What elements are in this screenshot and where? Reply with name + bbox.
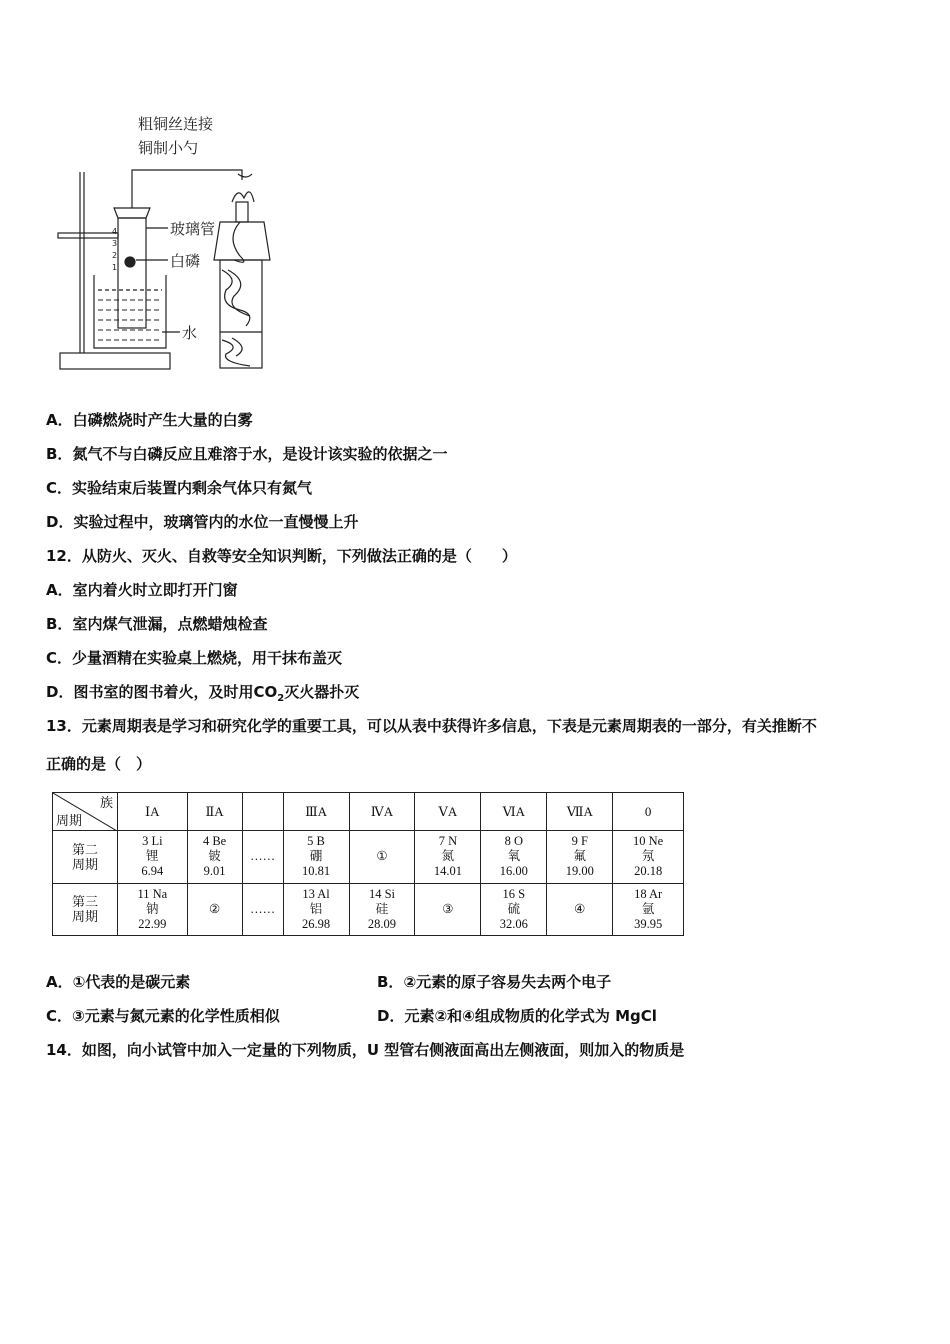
q13-option-a: A．①代表的是碳元素 (46, 973, 191, 991)
scale-mark-2: 2 (112, 251, 118, 260)
q11-option-a: A．白磷燃烧时产生大量的白雾 (46, 411, 253, 429)
group-header: ⅢA (283, 793, 349, 831)
label-glass-tube: 玻璃管 (170, 220, 216, 238)
q12-option-b: B．室内煤气泄漏，点燃蜡烛检查 (46, 615, 268, 633)
element-cell: 16 S 硫 32.06 (481, 883, 547, 935)
element-cell: 5 B 硼 10.81 (283, 831, 349, 883)
q12-option-d: D．图书室的图书着火，及时用$CO_2$灭火器扑灭 (46, 683, 360, 704)
group-header: ⅣA (349, 793, 415, 831)
scale-mark-3: 3 (112, 239, 118, 248)
unknown-element-3: ③ (415, 883, 481, 935)
group-header: ⅥA (481, 793, 547, 831)
ellipsis-cell: …… (242, 831, 283, 883)
scale-mark-1: 1 (112, 263, 118, 272)
scale-mark-4: 4 (112, 227, 118, 236)
group-header: 0 (613, 793, 684, 831)
period-3-label: 第三 周期 (53, 883, 118, 935)
q13-stem-line2: 正确的是（ ） (46, 755, 152, 773)
label-wire-line2: 铜制小勺 (138, 139, 199, 157)
q12-option-c: C．少量酒精在实验桌上燃烧，用干抹布盖灭 (46, 649, 343, 667)
period-3-row (53, 883, 684, 935)
q11-option-d: D．实验过程中，玻璃管内的水位一直慢慢上升 (46, 513, 359, 531)
element-cell: 4 Be 铍 9.01 (187, 831, 242, 883)
element-cell: 7 N 氮 14.01 (415, 831, 481, 883)
table-header-row (53, 793, 684, 831)
element-cell: 11 Na 钠 22.99 (118, 883, 188, 935)
q13-stem-line1: 13．元素周期表是学习和研究化学的重要工具，可以从表中获得许多信息，下表是元素周期表的一部分，有关推断不 (46, 717, 817, 735)
label-wire-line1: 粗铜丝连接 (138, 115, 214, 133)
group-header: ⅡA (187, 793, 242, 831)
q13-option-d: D．元素②和④组成物质的化学式为 MgCl (377, 1007, 657, 1025)
element-cell: 8 O 氧 16.00 (481, 831, 547, 883)
ellipsis-cell: …… (242, 883, 283, 935)
element-cell: 13 Al 铝 26.98 (283, 883, 349, 935)
element-cell: 9 F 氟 19.00 (547, 831, 613, 883)
table-corner-cell (53, 793, 118, 831)
co2-formula: $CO_2$ (253, 683, 285, 704)
q13-option-b: B．②元素的原子容易失去两个电子 (377, 973, 612, 991)
apparatus-figure (50, 110, 290, 380)
label-white-phosphorus: 白磷 (170, 252, 201, 270)
group-header: ⅦA (547, 793, 613, 831)
unknown-element-4: ④ (547, 883, 613, 935)
element-cell: 18 Ar 氩 39.95 (613, 883, 684, 935)
period-2-label: 第二 周期 (53, 831, 118, 883)
corner-period-label: 周期 (56, 813, 83, 829)
q12-stem: 12．从防火、灭火、自救等安全知识判断，下列做法正确的是（ ） (46, 547, 517, 565)
q13-option-c: C．③元素与氮元素的化学性质相似 (46, 1007, 280, 1025)
unknown-element-2: ② (187, 883, 242, 935)
q11-option-b: B．氮气不与白磷反应且难溶于水，是设计该实验的依据之一 (46, 445, 448, 463)
apparatus-diagram (50, 110, 290, 380)
element-cell: 14 Si 硅 28.09 (349, 883, 415, 935)
group-header: ⅤA (415, 793, 481, 831)
q14-stem: 14．如图，向小试管中加入一定量的下列物质，U 型管右侧液面高出左侧液面，则加入的物质是 (46, 1041, 685, 1059)
period-2-row (53, 831, 684, 883)
corner-group-label: 族 (99, 795, 113, 810)
element-cell: 3 Li 锂 6.94 (118, 831, 188, 883)
unknown-element-1: ① (349, 831, 415, 883)
group-header: ⅠA (118, 793, 188, 831)
periodic-table (52, 792, 684, 936)
group-header (242, 793, 283, 831)
label-water: 水 (182, 324, 198, 342)
element-cell: 10 Ne 氖 20.18 (613, 831, 684, 883)
q12-option-a: A．室内着火时立即打开门窗 (46, 581, 238, 599)
q11-option-c: C．实验结束后装置内剩余气体只有氮气 (46, 479, 313, 497)
